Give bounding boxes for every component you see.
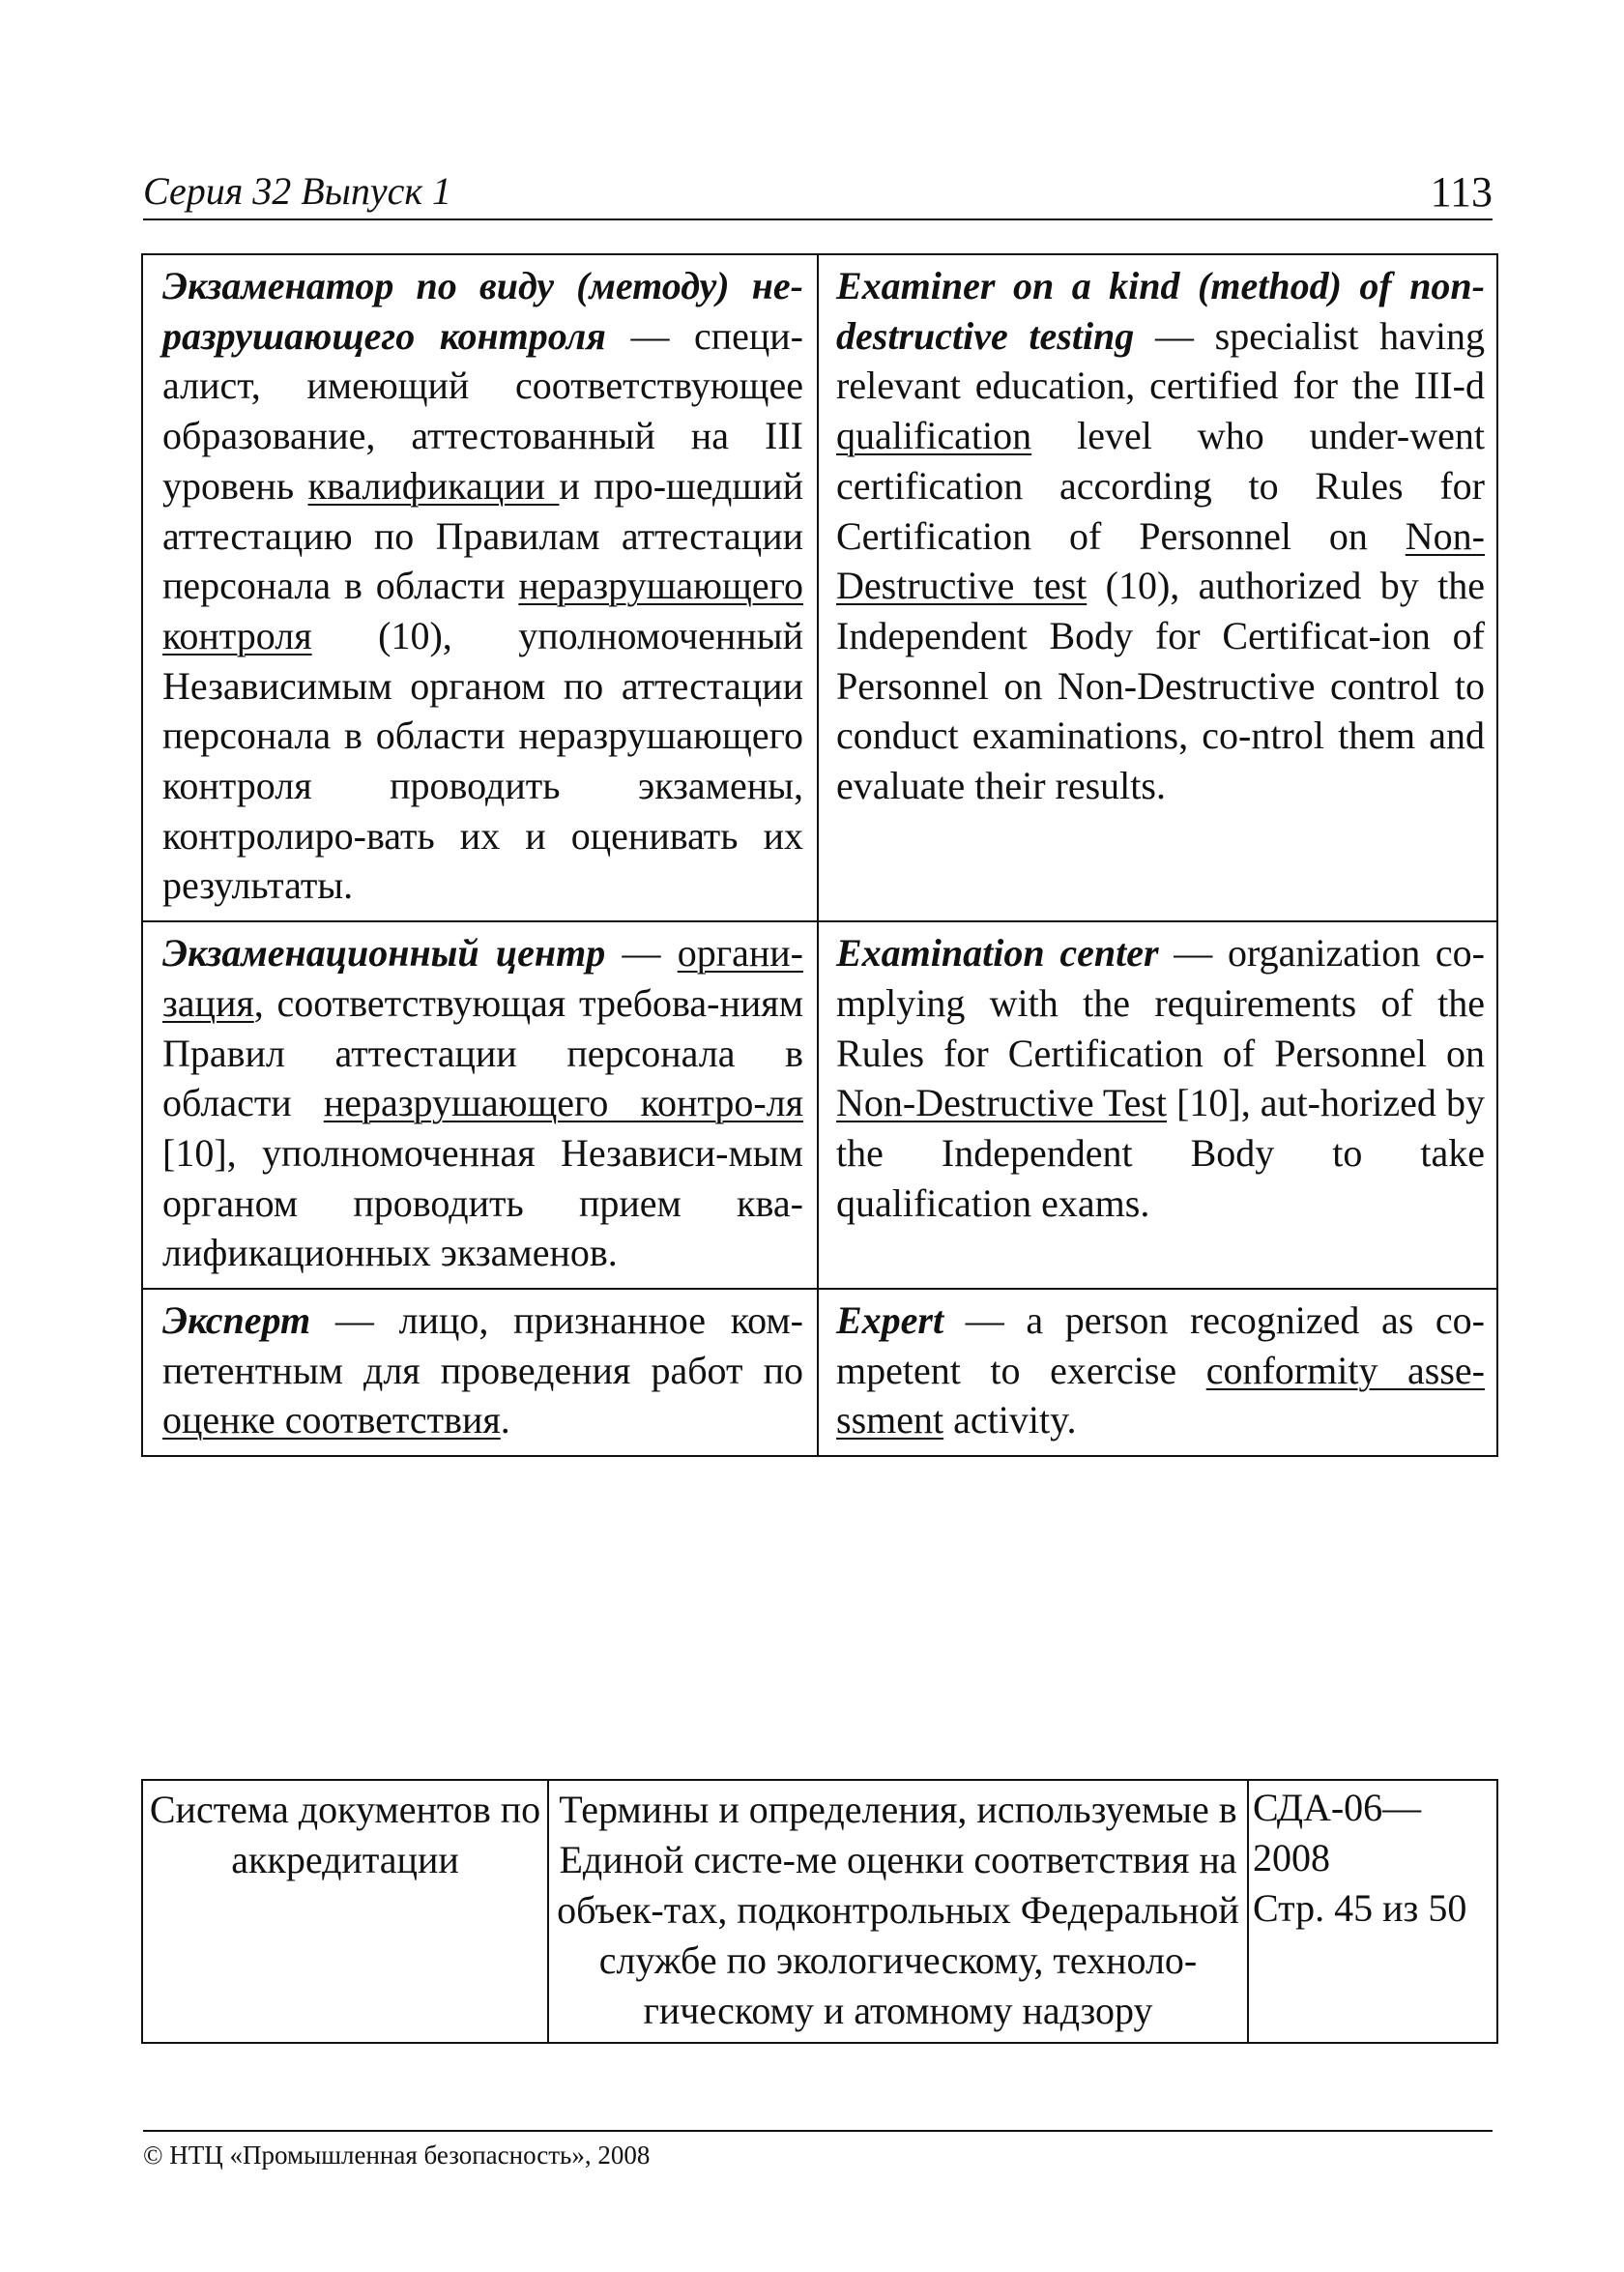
cross-reference-link[interactable]: квалификации [307,463,560,508]
dash: — [943,1298,1027,1343]
table-row [142,1780,1497,2043]
definition-text: specialist having relevant education, certified for the III-d [836,313,1486,408]
definition-text: [10], уполномоченная Независи-мым органом проводить прием ква-лификационных экзаменов. [162,1130,803,1275]
definition-text: organization co-mplying with the requirements of the Rules for Certification of Personnel on [836,931,1485,1075]
term-title: Expert [836,1298,944,1343]
dash: — [1134,313,1215,358]
page-number: 113 [1430,168,1493,216]
dash: — [1158,931,1228,976]
definition-text: activity. [943,1398,1077,1442]
cross-reference-link[interactable]: органи-зация [162,931,803,1025]
term-ru-cell [142,1289,818,1456]
term-en-cell [818,254,1497,921]
term-en-cell [818,921,1497,1289]
definition-text: level who under-went certification according to Rules for Certification of Personnel on [836,414,1485,558]
copyright-notice: © НТЦ «Промышленная безопасность», 2008 [143,2141,651,2170]
definition-text: и про-шедший аттестацию по Правилам аттестации персонала в области [162,463,804,608]
dash: — [310,1298,399,1343]
definition-text: . [500,1398,510,1442]
document-system-cell: Система документов по аккредитации [142,1780,548,2043]
table-row [142,1289,1497,1456]
cross-reference-link[interactable]: неразрушающего контро-ля [323,1081,803,1125]
term-title: Экзаменатор по виду (методу) не-разрушающего контроля [162,264,803,358]
page-count: Стр. 45 из 50 [1253,1886,1467,1930]
series-label: Серия 32 Выпуск 1 [143,169,452,213]
definition-text: специ-алист, имеющий соответствующее образование, аттестованный на III уровень [162,313,803,508]
cross-reference-link[interactable]: conformity asse-ssment [836,1348,1485,1442]
dash: — [605,931,678,976]
term-title: Examination center [836,931,1159,976]
page-header [143,166,1493,220]
definition-text: лицо, признанное ком-петентным для проведения работ по [162,1298,803,1392]
cross-reference-link[interactable]: qualification [836,414,1032,458]
term-title: Эксперт [162,1298,311,1343]
table-row [142,254,1497,921]
cross-reference-link[interactable]: неразрушающего контроля [162,564,803,657]
term-title: Экзаменационный центр [162,931,606,976]
dash: — [605,313,694,358]
table-row [142,921,1497,1289]
document-code-cell [1248,1780,1497,2043]
cross-reference-link[interactable]: Non-Destructive test [836,513,1485,608]
cross-reference-link[interactable]: Non-Destructive Test [836,1081,1168,1125]
term-ru-cell [142,254,818,921]
document-footer-table [141,1779,1498,2044]
term-en-cell [818,1289,1497,1456]
cross-reference-link[interactable]: оценке соответствия [162,1398,501,1442]
definition-text: (10), уполномоченный Независимым органом по аттестации персонала в области неразрушающего контроля проводить экзамены, контролиро-вать их и оценивать их результаты. [162,613,803,908]
term-title: Examiner on a kind (method) of non-destructive testing [836,264,1485,358]
document-code: СДА-06—2008 [1253,1786,1422,1879]
definition-text: [10], aut-horized by the Independent Body to take qualification exams. [836,1081,1485,1225]
definition-text: (10), authorized by the Independent Body for Certificat-ion of Personnel on Non-Destructive control to conduct examinations, co-ntrol them and evaluate their results. [836,564,1485,808]
definition-text: a person recognized as co-mpetent to exercise [836,1298,1485,1392]
footer-divider [143,2130,1493,2132]
term-ru-cell [142,921,818,1289]
terms-table [141,253,1498,1457]
document-title-cell: Термины и определения, используемые в Единой систе-ме оценки соответствия на объек-тах, подконтрольных Федеральной службе по экологическому, техноло-гическому и атомному надзору [548,1780,1248,2043]
definition-text: , соответствующая требова-ниям Правил аттестации персонала в области [162,980,803,1125]
